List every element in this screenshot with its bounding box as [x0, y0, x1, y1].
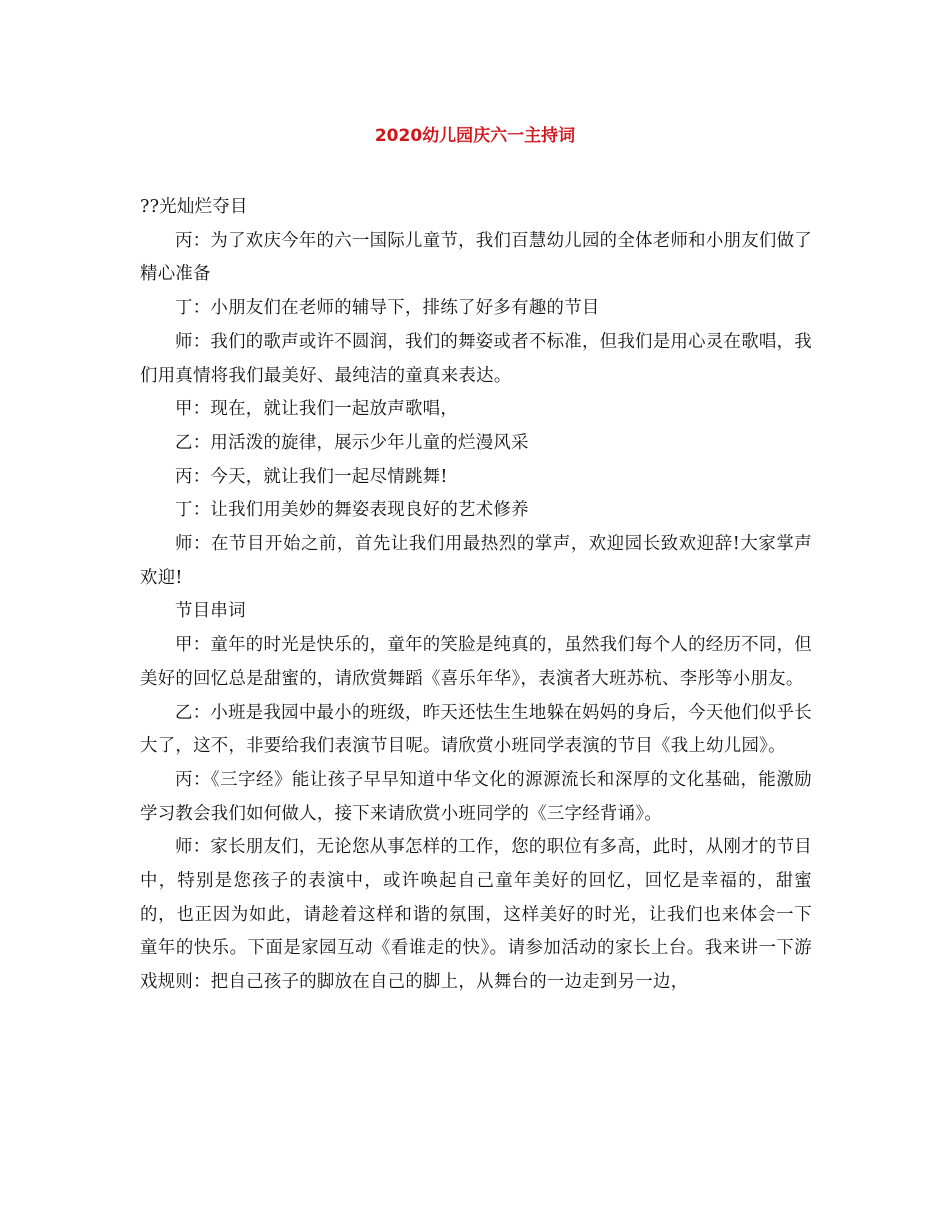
paragraph: 丙：《三字经》能让孩子早早知道中华文化的源源流长和深厚的文化基础，能激励学习教会我们如何做人，接下来请欣赏小班同学的《三字经背诵》。	[140, 769, 812, 824]
document-title: 2020幼儿园庆六一主持词	[374, 126, 576, 146]
paragraph: 节目串词	[175, 601, 246, 622]
paragraph: 师：在节目开始之前，首先让我们用最热烈的掌声，欢迎园长致欢迎辞!大家掌声欢迎!	[140, 534, 812, 588]
paragraph: 乙：用活泼的旋律，展示少年儿童的烂漫风采	[175, 432, 529, 453]
paragraph: 丁：让我们用美妙的舞姿表现良好的艺术修养	[175, 500, 529, 521]
paragraph: 丁：小朋友们在老师的辅导下，排练了好多有趣的节目	[175, 298, 600, 319]
paragraph: 师：我们的歌声或许不圆润，我们的舞姿或者不标准，但我们是用心灵在歌唱，我们用真情将我们最美好、最纯洁的童真来表达。	[140, 331, 812, 386]
paragraph: 乙：小班是我园中最小的班级，昨天还怯生生地躲在妈妈的身后，今天他们似乎长大了，这不，非要给我们表演节目呢。请欣赏小班同学表演的节目《我上幼儿园》。	[140, 702, 812, 757]
paragraph: ??光灿烂夺目	[140, 197, 248, 217]
paragraph: 丙：为了欢庆今年的六一国际儿童节，我们百慧幼儿园的全体老师和小朋友们做了精心准备	[140, 230, 812, 285]
document-body	[140, 191, 812, 1000]
paragraph: 师：家长朋友们，无论您从事怎样的工作，您的职位有多高，此时，从刚才的节目中，特别是您孩子的表演中，或许唤起自己童年美好的回忆，回忆是幸福的，甜蜜的，也正因为如此，请趁着这样和谐的氛围，这样美好的时光，让我们也来体会一下童年的快乐。下面是家园互动《看谁走的快》。请参加活动的家长上台。我来讲一下游戏规则：把自己孩子的脚放在自己的脚上，从舞台的一边走到另一边，	[140, 837, 812, 993]
paragraph: 丙：今天，就让我们一起尽情跳舞!	[175, 466, 448, 487]
paragraph: 甲：现在，就让我们一起放声歌唱，	[175, 399, 459, 420]
paragraph: 甲：童年的时光是快乐的，童年的笑脸是纯真的，虽然我们每个人的经历不同，但美好的回忆总是甜蜜的，请欣赏舞蹈《喜乐年华》，表演者大班苏杭、李彤等小朋友。	[140, 635, 812, 689]
